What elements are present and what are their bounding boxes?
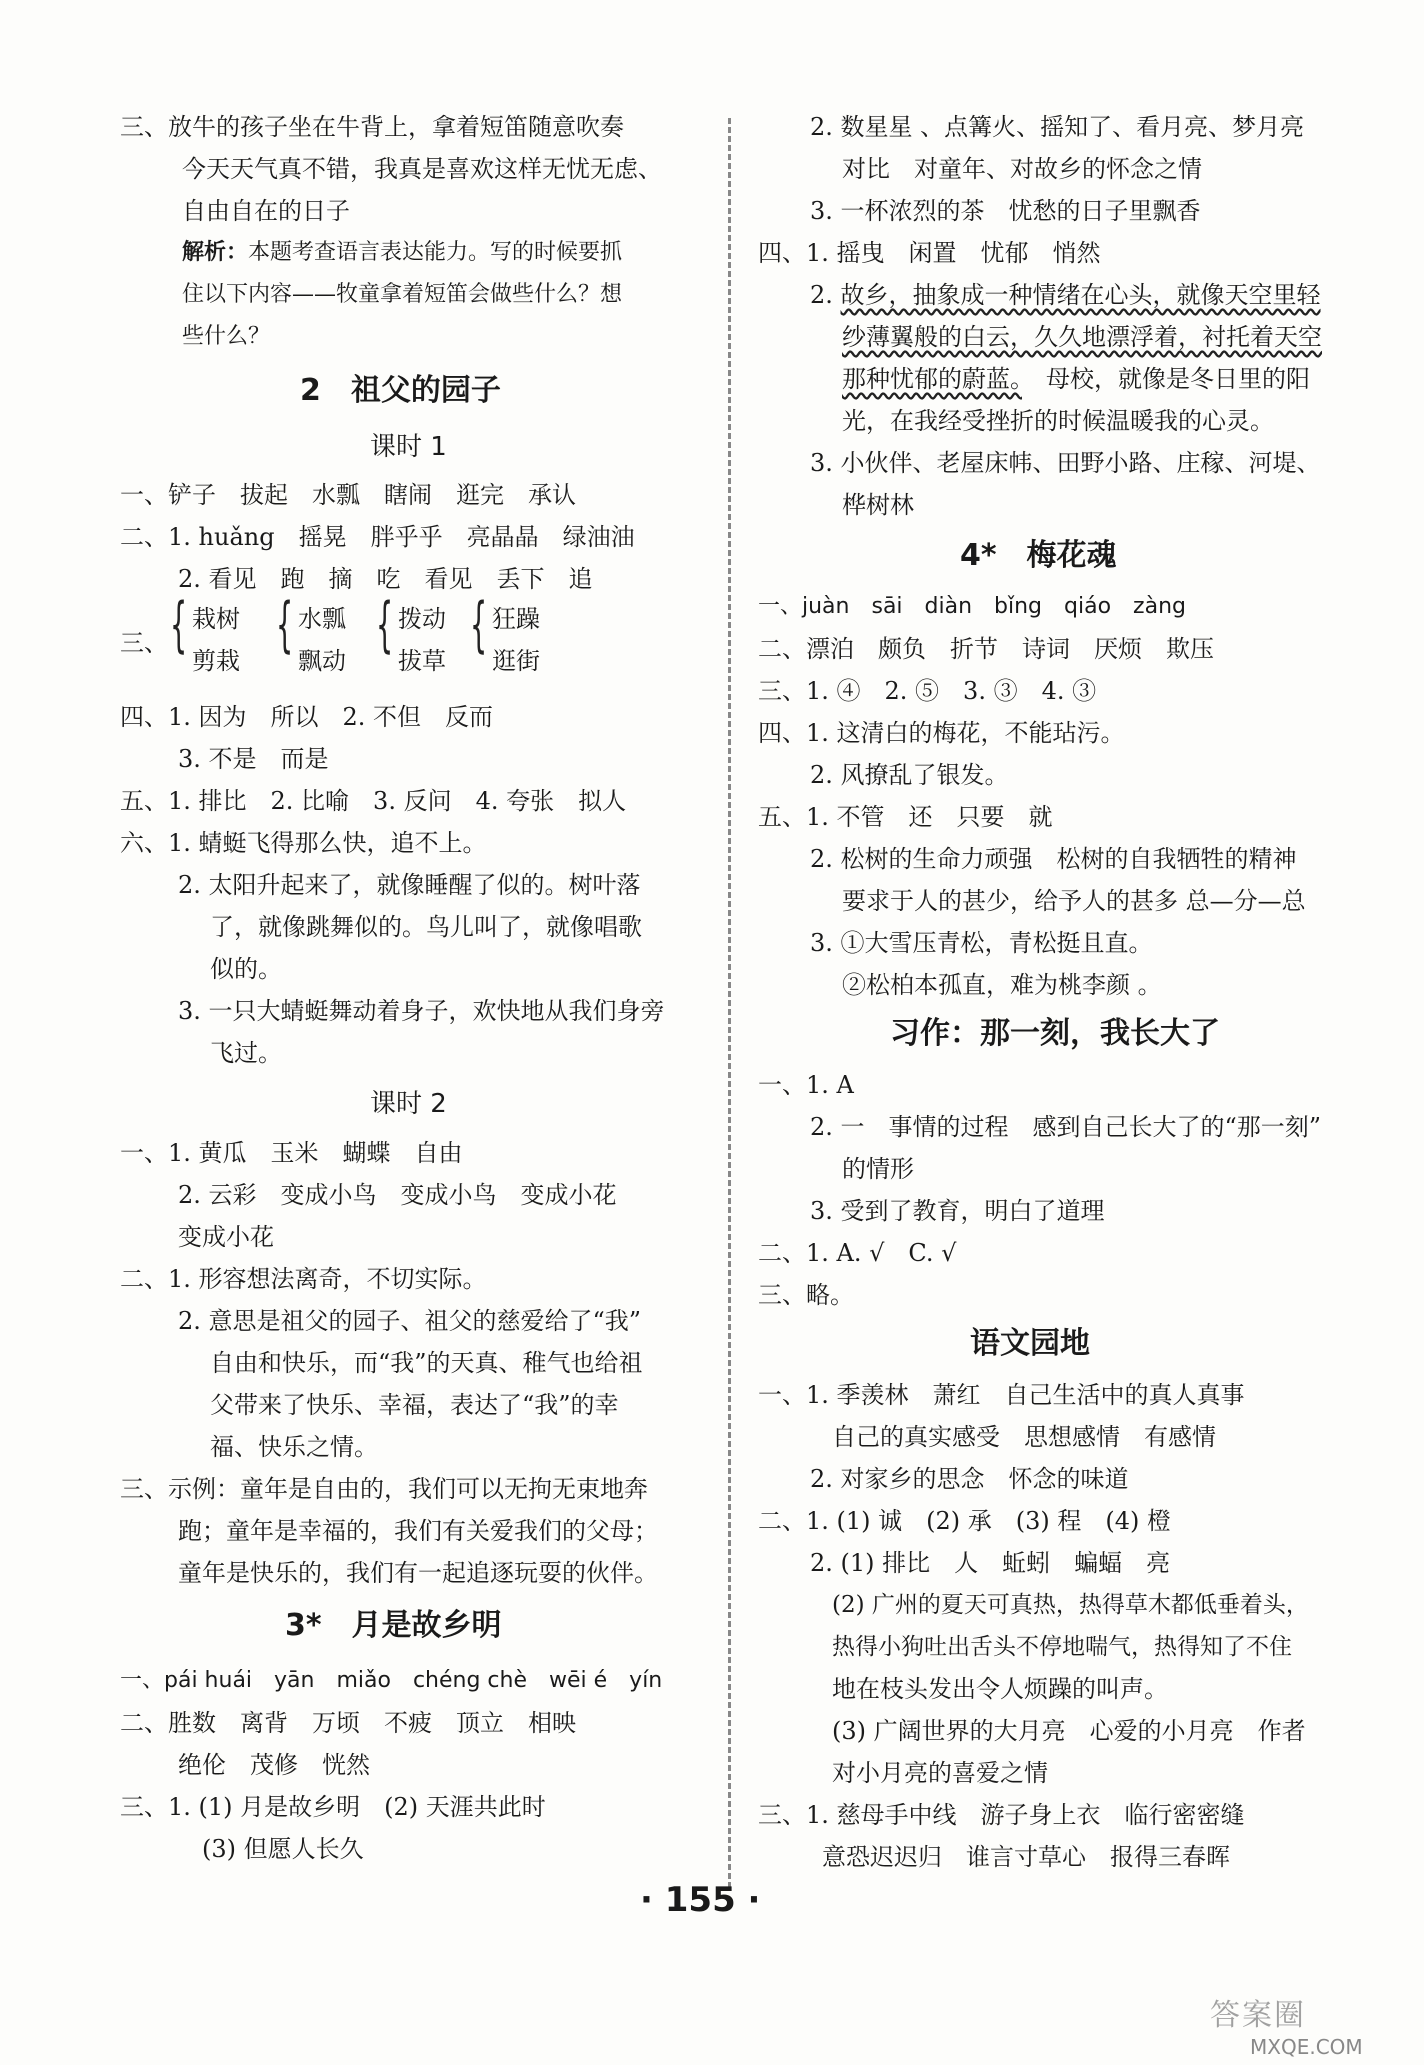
text-line: 绝伦 茂修 恍然: [178, 1751, 370, 1779]
text-line: ②松柏本孤直，难为桃李颜 。: [842, 971, 1162, 999]
lesson-title: 4* 梅花魂: [960, 538, 1117, 573]
pinyin-line: 一、pái huái yān miǎo chéng chè wēi é yín: [120, 1668, 663, 1693]
text-line: 自己的真实感受 思想感情 有感情: [832, 1423, 1216, 1451]
section-title: 课时 2: [370, 1089, 447, 1119]
underlined-text: 那种忧郁的蔚蓝。: [842, 365, 1022, 393]
watermark-url: MXQE.COM: [1250, 2035, 1363, 2059]
text-line: 意恐迟迟归 谁言寸草心 报得三春晖: [822, 1843, 1230, 1871]
word: 拔草: [398, 647, 446, 675]
text-line: 一、1. A: [758, 1071, 854, 1099]
text-line: 2. 太阳升起来了，就像睡醒了似的。树叶落: [178, 871, 641, 899]
text-line: 童年是快乐的，我们有一起追逐玩耍的伙伴。: [178, 1559, 658, 1587]
text-line: 2. 一 事情的过程 感到自己长大了的“那一刻”: [810, 1113, 1322, 1141]
text-line: 3. 一杯浓烈的茶 忧愁的日子里飘香: [810, 197, 1201, 225]
text-line: 一、1. 季羡林 萧红 自己生活中的真人真事: [758, 1381, 1245, 1409]
text-line: 些什么？: [182, 324, 271, 349]
text-line: (2) 广州的夏天可真热，热得草木都低垂着头，: [832, 1592, 1309, 1618]
text-line: 四、1. 摇曳 闲置 忧郁 悄然: [758, 239, 1101, 267]
text-line: 的情形: [842, 1155, 914, 1183]
text-line: [842, 364, 1310, 394]
text-line: 三、略。: [758, 1281, 854, 1309]
text-line: 似的。: [210, 955, 282, 983]
text-line: 福、快乐之情。: [210, 1433, 378, 1461]
word: 狂躁: [492, 605, 540, 633]
word: 拨动: [398, 605, 446, 633]
text-line: 2. 意思是祖父的园子、祖父的慈爱给了“我”: [178, 1307, 642, 1335]
text-line: 2. 松树的生命力顽强 松树的自我牺牲的精神: [810, 845, 1297, 873]
text-line: 对小月亮的喜爱之情: [832, 1759, 1048, 1787]
text-line: 2. 数星星 、点篝火、摇知了、看月亮、梦月亮: [810, 113, 1305, 141]
watermark-logo: 答案圈: [1210, 1998, 1306, 2033]
text-line: 今天天气真不错，我真是喜欢这样无忧无虑、: [182, 155, 662, 183]
text-line: 3. 不是 而是: [178, 745, 329, 773]
text-line: 光，在我经受挫折的时候温暖我的心灵。: [842, 407, 1274, 435]
text-line: 2. 看见 跑 摘 吃 看见 丢下 追: [178, 565, 593, 593]
text-line: 二、漂泊 颇负 折节 诗词 厌烦 欺压: [758, 635, 1214, 663]
brace-icon: {: [376, 590, 394, 660]
text-line: 自由自在的日子: [182, 197, 350, 225]
text-line: 三、1. (1) 月是故乡明 (2) 天涯共此时: [120, 1793, 546, 1821]
text-line: 三、1. 慈母手中线 游子身上衣 临行密密缝: [758, 1801, 1245, 1829]
section-title: 习作：那一刻，我长大了: [890, 1016, 1220, 1051]
word: 水瓢: [298, 605, 346, 633]
text-line: 跑；童年是幸福的，我们有关爱我们的父母；: [178, 1517, 658, 1545]
text-line: 变成小花: [178, 1223, 274, 1251]
text-line: 三、示例：童年是自由的，我们可以无拘无束地奔: [120, 1475, 648, 1503]
text-line: 3. 小伙伴、老屋床帏、田野小路、庄稼、河堤、: [810, 449, 1321, 477]
text-line: 2. (1) 排比 人 蚯蚓 蝙蝠 亮: [810, 1549, 1171, 1577]
text-line: 三、放牛的孩子坐在牛背上，拿着短笛随意吹奏: [120, 113, 624, 141]
text-line: 热得小狗吐出舌头不停地喘气，热得知了不住: [832, 1634, 1292, 1660]
brace-icon: {: [276, 590, 294, 660]
brace-icon: {: [470, 590, 488, 660]
text-line: 飞过。: [210, 1039, 282, 1067]
text-line: 父带来了快乐、幸福，表达了“我”的幸: [210, 1391, 619, 1419]
word: 栽树: [192, 605, 240, 633]
section-title: 课时 1: [370, 432, 447, 462]
analysis-line: [182, 238, 622, 268]
text-line: 四、1. 这清白的梅花，不能玷污。: [758, 719, 1125, 747]
text-line: 3. ①大雪压青松，青松挺且直。: [810, 929, 1153, 957]
text-line: 三、: [120, 629, 168, 657]
text-line: 二、1. A. √ C. √: [758, 1239, 957, 1267]
column-divider: [728, 118, 731, 1888]
text-line: 五、1. 排比 2. 比喻 3. 反问 4. 夸张 拟人: [120, 787, 627, 815]
text-line: 六、1. 蜻蜓飞得那么快，追不上。: [120, 829, 487, 857]
text-line: 3. 一只大蜻蜓舞动着身子，欢快地从我们身旁: [178, 997, 665, 1025]
text-line: 桦树林: [842, 491, 914, 519]
text-line: 二、1. huǎng 摇晃 胖乎乎 亮晶晶 绿油油: [120, 523, 635, 551]
text-line: 对比 对童年、对故乡的怀念之情: [842, 155, 1202, 183]
text-line: 2. 云彩 变成小鸟 变成小鸟 变成小花: [178, 1181, 617, 1209]
word: 剪栽: [192, 647, 240, 675]
item-number: 2.: [810, 281, 841, 309]
text-line: 四、1. 因为 所以 2. 不但 反而: [120, 703, 494, 731]
text-line: 二、胜数 离背 万顷 不疲 顶立 相映: [120, 1709, 576, 1737]
text-line: 五、1. 不管 还 只要 就: [758, 803, 1053, 831]
page-number: · 155 ·: [640, 1880, 761, 1920]
lesson-title: 3* 月是故乡明: [285, 1608, 502, 1643]
text-line: (3) 但愿人长久: [202, 1835, 364, 1863]
underlined-text: 故乡，抽象成一种情绪在心头，就像天空里轻: [840, 281, 1321, 309]
text-line: 了，就像跳舞似的。鸟儿叫了，就像唱歌: [210, 913, 642, 941]
underlined-text: 纱薄翼般的白云，久久地漂浮着，衬托着天空: [842, 323, 1322, 351]
text-line: 2. 对家乡的思念 怀念的味道: [810, 1465, 1129, 1493]
text-line: (3) 广阔世界的大月亮 心爱的小月亮 作者: [832, 1717, 1306, 1745]
text-line: 住以下内容——牧童拿着短笛会做些什么？想: [182, 282, 623, 307]
text-line: 二、1. 形容想法离奇，不切实际。: [120, 1265, 487, 1293]
text-line: 三、1. ④ 2. ⑤ 3. ③ 4. ③: [758, 677, 1097, 705]
text-line: 自由和快乐，而“我”的天真、稚气也给祖: [210, 1349, 643, 1377]
lesson-title: 2 祖父的园子: [300, 373, 501, 408]
text-line: 一、1. 黄瓜 玉米 蝴蝶 自由: [120, 1139, 463, 1167]
plain-text: 母校，就像是冬日里的阳: [1022, 365, 1310, 393]
text-line: [810, 280, 1321, 310]
word: 逛街: [492, 647, 540, 675]
brace-icon: {: [170, 590, 188, 660]
text-line: 要求于人的甚少，给予人的甚多 总—分—总: [842, 887, 1306, 915]
text-line: 3. 受到了教育，明白了道理: [810, 1197, 1105, 1225]
pinyin-line: 一、juàn sāi diàn bǐng qiáo zàng: [758, 594, 1186, 619]
text-line: 二、1. (1) 诚 (2) 承 (3) 程 (4) 橙: [758, 1507, 1172, 1535]
word: 飘动: [298, 647, 346, 675]
analysis-label: 解析：: [182, 240, 249, 265]
text-line: 2. 风撩乱了银发。: [810, 761, 1009, 789]
text-line: 地在枝头发出令人烦躁的叫声。: [832, 1675, 1168, 1703]
text-line: 一、铲子 拔起 水瓢 瞎闹 逛完 承认: [120, 481, 576, 509]
analysis-text: 本题考查语言表达能力。写的时候要抓: [248, 240, 623, 265]
section-title: 语文园地: [970, 1326, 1090, 1361]
